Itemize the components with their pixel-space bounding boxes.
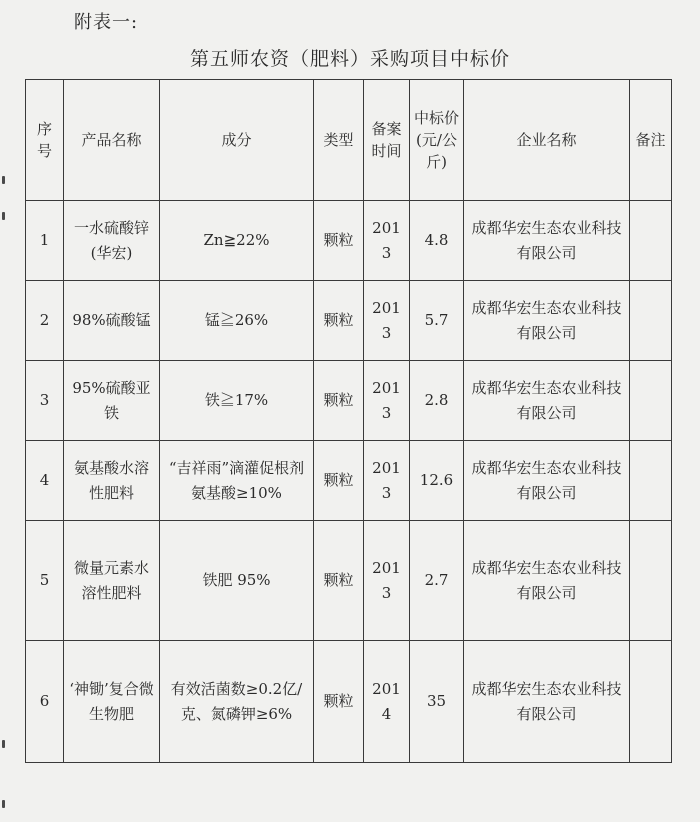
header-cell-price: 中标价(元/公斤) <box>410 80 464 201</box>
cell-company: 成都华宏生态农业科技有限公司 <box>464 281 630 361</box>
cell-remark <box>630 281 672 361</box>
table-row <box>26 201 672 281</box>
cell-price: 5.7 <box>410 281 464 361</box>
document-title: 第五师农资（肥料）采购项目中标价 <box>189 48 510 70</box>
header-cell-product: 产品名称 <box>64 80 160 201</box>
appendix-label: 附表一: <box>74 12 139 33</box>
table-row <box>26 361 672 441</box>
cell-company: 成都华宏生态农业科技有限公司 <box>464 521 630 641</box>
cell-price: 4.8 <box>410 201 464 281</box>
cell-type: 颗粒 <box>314 521 364 641</box>
cell-company: 成都华宏生态农业科技有限公司 <box>464 201 630 281</box>
header-cell-company: 企业名称 <box>464 80 630 201</box>
cell-type: 颗粒 <box>314 441 364 521</box>
cell-price: 35 <box>410 641 464 763</box>
cell-filing-date: 2013 <box>364 361 410 441</box>
header-row <box>26 80 672 201</box>
cell-price: 12.6 <box>410 441 464 521</box>
cell-component: “吉祥雨”滴灌促根剂氨基酸≥10% <box>160 441 314 521</box>
cell-type: 颗粒 <box>314 281 364 361</box>
header-cell-index: 序号 <box>26 80 64 201</box>
cell-index: 1 <box>26 201 64 281</box>
header-cell-component: 成分 <box>160 80 314 201</box>
table-row <box>26 521 672 641</box>
header-cell-remark: 备注 <box>630 80 672 201</box>
cell-type: 颗粒 <box>314 361 364 441</box>
cell-price: 2.7 <box>410 521 464 641</box>
cell-company: 成都华宏生态农业科技有限公司 <box>464 641 630 763</box>
cell-filing-date: 2013 <box>364 201 410 281</box>
cell-price: 2.8 <box>410 361 464 441</box>
scan-edge-mark <box>2 800 5 808</box>
header-cell-filing-date: 备案时间 <box>364 80 410 201</box>
cell-index: 4 <box>26 441 64 521</box>
cell-product: 微量元素水溶性肥料 <box>64 521 160 641</box>
cell-product: 氨基酸水溶性肥料 <box>64 441 160 521</box>
cell-filing-date: 2014 <box>364 641 410 763</box>
cell-remark <box>630 521 672 641</box>
cell-filing-date: 2013 <box>364 441 410 521</box>
cell-index: 6 <box>26 641 64 763</box>
table-row <box>26 281 672 361</box>
cell-product: 一水硫酸锌(华宏) <box>64 201 160 281</box>
cell-remark <box>630 641 672 763</box>
cell-index: 2 <box>26 281 64 361</box>
cell-company: 成都华宏生态农业科技有限公司 <box>464 441 630 521</box>
cell-product: 95%硫酸亚铁 <box>64 361 160 441</box>
cell-remark <box>630 361 672 441</box>
scan-edge-mark <box>2 212 5 220</box>
cell-product: 98%硫酸锰 <box>64 281 160 361</box>
cell-component: 铁肥 95% <box>160 521 314 641</box>
header-cell-type: 类型 <box>314 80 364 201</box>
cell-filing-date: 2013 <box>364 521 410 641</box>
table-row <box>26 441 672 521</box>
cell-company: 成都华宏生态农业科技有限公司 <box>464 361 630 441</box>
price-table <box>25 79 672 763</box>
cell-component: 有效活菌数≥0.2亿/克、氮磷钾≥6% <box>160 641 314 763</box>
cell-remark <box>630 201 672 281</box>
cell-component: 锰≧26% <box>160 281 314 361</box>
cell-remark <box>630 441 672 521</box>
cell-type: 颗粒 <box>314 201 364 281</box>
cell-index: 5 <box>26 521 64 641</box>
scan-edge-mark <box>2 176 5 184</box>
table-row <box>26 641 672 763</box>
cell-filing-date: 2013 <box>364 281 410 361</box>
scan-edge-mark <box>2 740 5 748</box>
cell-component: 铁≧17% <box>160 361 314 441</box>
cell-product: ‘神锄’复合微生物肥 <box>64 641 160 763</box>
cell-index: 3 <box>26 361 64 441</box>
cell-component: Zn≧22% <box>160 201 314 281</box>
cell-type: 颗粒 <box>314 641 364 763</box>
